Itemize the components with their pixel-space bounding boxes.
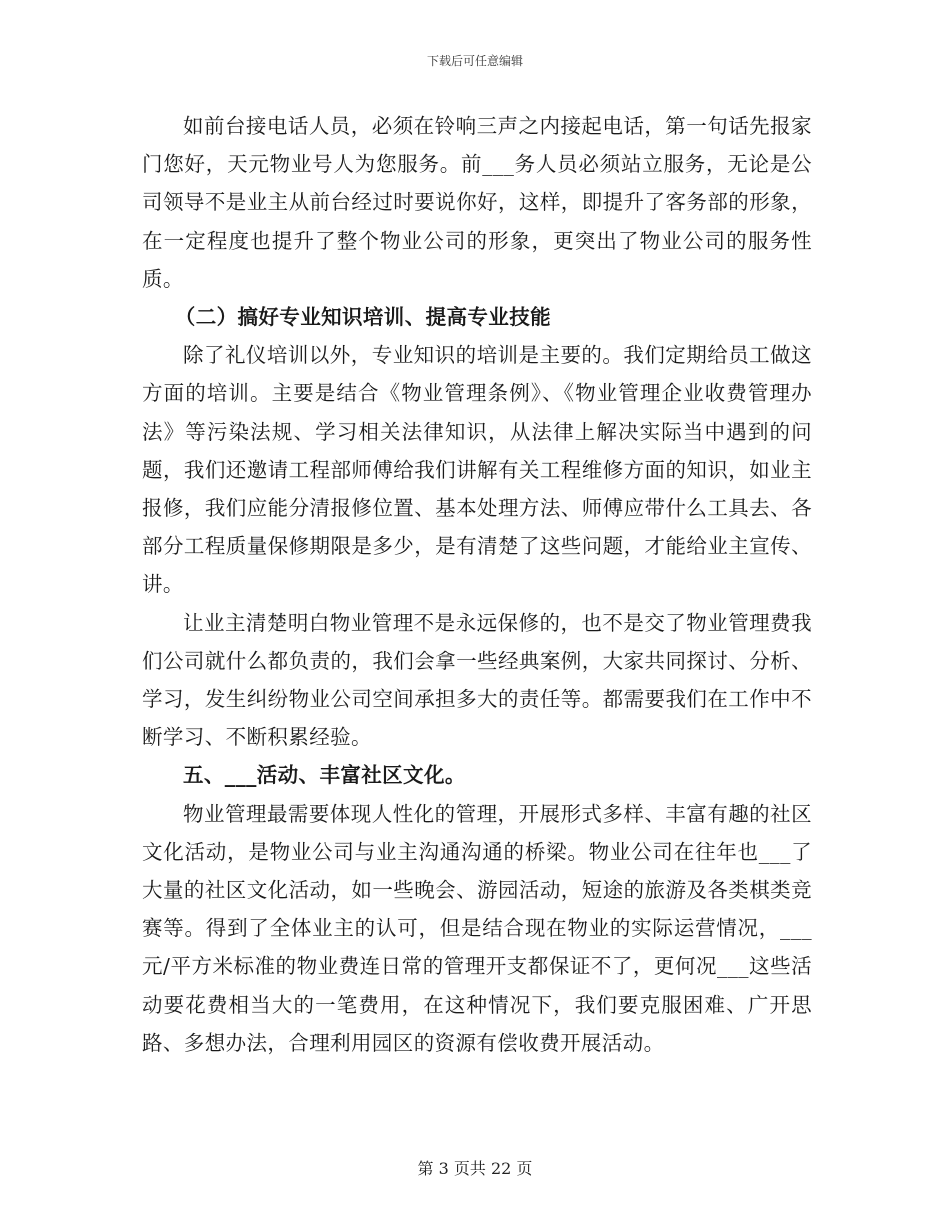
- paragraph-community-culture: 物业管理最需要体现人性化的管理，开展形式多样、丰富有趣的社区文化活动，是物业公司与业主沟通沟通的桥梁。物业公司在往年也___了大量的社区文化活动，如一些晚会、游园活动，短途的旅游及各类棋类竞赛等。得到了全体业主的认可，但是结合现在物业的实际运营情况，___元/平方米标准的物业费连日常的管理开支都保证不了，更何况___这些活动要花费相当大的一笔费用，在这种情况下，我们要克服困难、广开思路、多想办法，合理利用园区的资源有偿收费开展活动。: [142, 801, 812, 1055]
- page-header-note: 下载后可任意编辑: [426, 54, 523, 68]
- document-body: [142, 107, 812, 1062]
- paragraph-owner-awareness: 让业主清楚明白物业管理不是永远保修的，也不是交了物业管理费我们公司就什么都负责的，我们会拿一些经典案例，大家共同探讨、分析、学习，发生纠纷物业公司空间承担多大的责任等。都需要我们在工作中不断学习、不断积累经验。: [142, 610, 812, 750]
- section-heading-activities: 五、___活动、丰富社区文化。: [183, 763, 466, 788]
- paragraph-front-desk: 如前台接电话人员，必须在铃响三声之内接起电话，第一句话先报家门您好，天元物业号人为您服务。前___务人员必须站立服务，无论是公司领导不是业主从前台经过时要说你好，这样，即提升了客务部的形象，在一定程度也提升了整个物业公司的形象，更突出了物业公司的服务性质。: [142, 114, 812, 291]
- page-footer-number: 第 3 页共 22 页: [417, 1159, 533, 1178]
- section-heading-training: （二）搞好专业知识培训、提高专业技能: [174, 305, 551, 330]
- paragraph-professional-training: 除了礼仪培训以外，专业知识的培训是主要的。我们定期给员工做这方面的培训。主要是结合《物业管理条例》、《物业管理企业收费管理办法》等污染法规、学习相关法律知识，从法律上解决实际当中遇到的问题，我们还邀请工程部师傅给我们讲解有关工程维修方面的知识，如业主报修，我们应能分清报修位置、基本处理方法、师傅应带什么工具去、各部分工程质量保修期限是多少，是有清楚了这些问题，才能给业主宣传、讲。: [142, 343, 812, 597]
